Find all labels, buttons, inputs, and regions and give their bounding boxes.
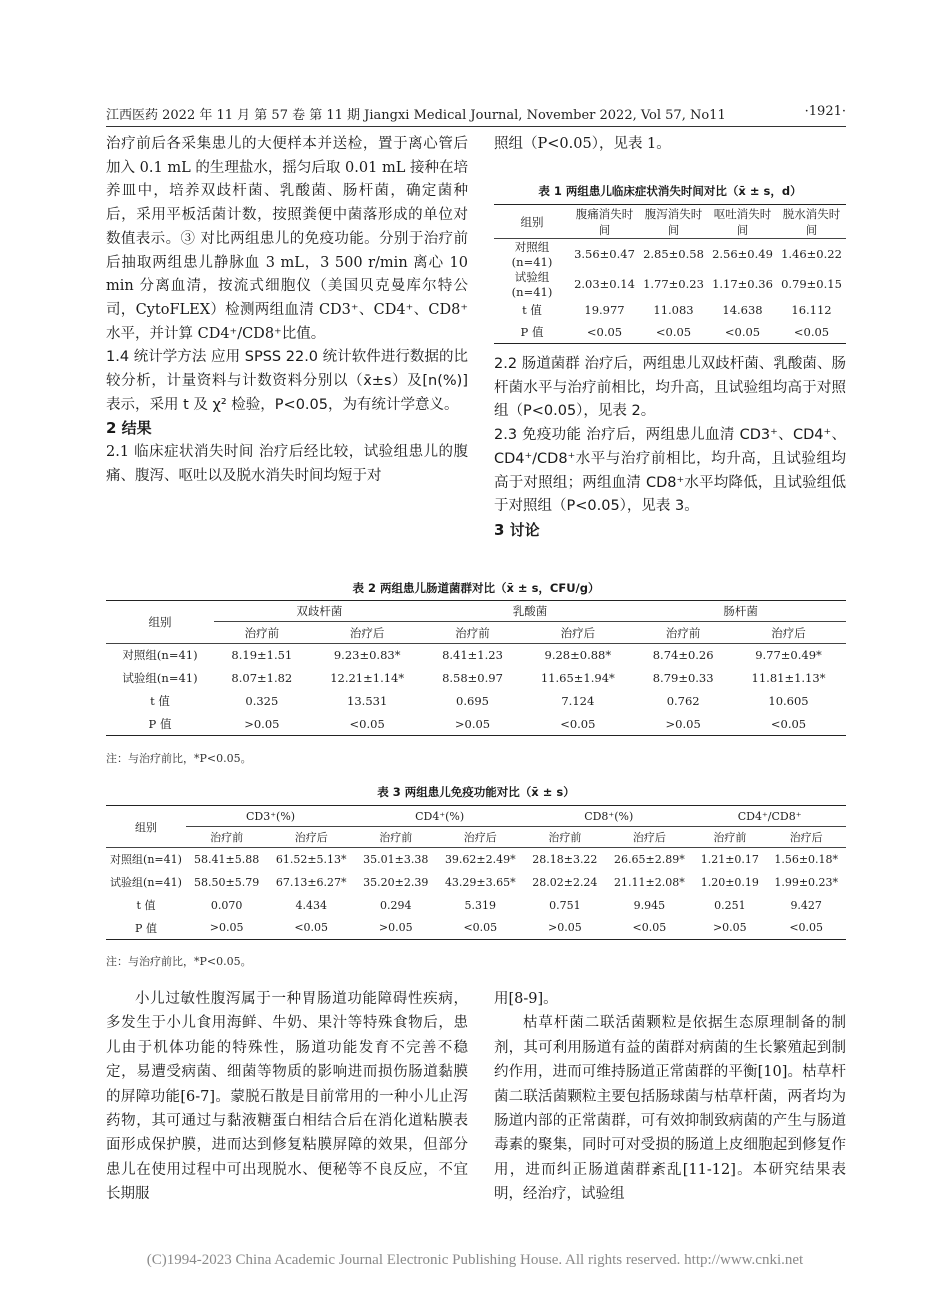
right-column-results: [494, 353, 846, 543]
table-cell: 0.762: [666, 694, 700, 708]
table1-header: 呕吐消失时间: [708, 205, 777, 239]
paragraph-continuation: 用[8-9]。: [494, 991, 558, 1007]
table-cell: 10.605: [768, 694, 809, 708]
table-cell: 19.977: [584, 303, 625, 317]
table3-header-group: 组别: [106, 806, 186, 848]
table-cell: >0.05: [355, 917, 436, 940]
table-cell: 9.945: [633, 898, 666, 912]
paragraph-continuation: 照组（P<0.05），见表 1。: [494, 136, 671, 152]
table1-caption: 表 1 两组患儿临床症状消失时间对比（x̄ ± s，d）: [538, 184, 802, 198]
table-row: [106, 667, 846, 690]
table-cell: 8.41±1.23: [442, 648, 503, 663]
table-cell: <0.05: [606, 917, 694, 940]
table-cell: 9.427: [790, 898, 822, 912]
table-cell: 7.124: [561, 694, 595, 708]
table-row: [106, 894, 846, 917]
table-cell: 2.03±0.14: [574, 277, 635, 291]
table-cell: 试验组(n=41): [511, 270, 553, 299]
table3: [106, 805, 846, 940]
table-cell: 3.56±0.47: [574, 247, 635, 261]
table-cell: <0.05: [639, 321, 708, 343]
table-cell: 8.79±0.33: [652, 671, 714, 685]
table1-header: 脱水消失时间: [777, 205, 846, 239]
table2-note: 注：与治疗前比，*P<0.05。: [106, 752, 252, 765]
table-cell: 8.58±0.97: [442, 671, 503, 685]
table-cell: 16.112: [791, 303, 832, 317]
table-cell: 11.65±1.94*: [540, 671, 615, 685]
table-row: [106, 848, 846, 871]
table-cell: 28.02±2.24: [532, 875, 598, 889]
table3-sub: 治疗前: [524, 827, 605, 848]
table-row: [106, 871, 846, 894]
table-cell: 61.52±5.13*: [275, 852, 347, 866]
right-column-top: [494, 133, 846, 157]
table-cell: t 值: [150, 694, 170, 708]
table1-header: 腹泻消失时间: [639, 205, 708, 239]
table-cell: 11.083: [653, 303, 694, 317]
left-column-top: [106, 133, 468, 489]
table-cell: >0.05: [214, 713, 310, 736]
table-cell: 14.638: [722, 303, 763, 317]
table3-sub: 治疗前: [186, 827, 267, 848]
table3-sub: 治疗后: [766, 827, 846, 848]
heading-discussion: 3 讨论: [494, 520, 540, 539]
table-cell: t 值: [522, 303, 542, 317]
table-cell: >0.05: [524, 917, 605, 940]
table2-group: 双歧杆菌: [214, 601, 425, 622]
paragraph-statistics: 1.4 统计学方法 应用 SPSS 22.0 统计软件进行数据的比较分析，计量资料与计数资料分别以（x̄±s）及[n(%)]表示，采用 t 及 χ² 检验，P<0.05，为有统计学意义。: [106, 349, 468, 413]
table-cell: 0.751: [549, 898, 581, 912]
table-row: [494, 321, 846, 343]
table-cell: 1.46±0.22: [781, 247, 842, 261]
page-number: ·1921·: [804, 104, 846, 119]
table2-sub: 治疗后: [310, 622, 425, 644]
table-cell: 9.77±0.49*: [755, 648, 822, 663]
table-cell: >0.05: [693, 917, 766, 940]
table-cell: 试验组(n=41): [110, 876, 182, 889]
paragraph-methods: 治疗前后各采集患儿的大便样本并送检，置于离心管后加入 0.1 mL 的生理盐水，摇匀后取 0.01 mL 接种在培养皿中，培养双歧杆菌、乳酸菌、肠杆菌，确定菌种后，采用平板活菌计数，按照粪便中菌落形成的单位对数值表示。③ 对比两组患儿的免疫功能。分别于治疗前后抽取两组患儿静脉血 3 mL，3 500 r/min 离心 10 min 分离血清，按流式细胞仪（美国贝克曼库尔特公司，CytoFLEX）检测两组血清 CD3⁺、CD4⁺、CD8⁺水平，并计算 CD4⁺/CD8⁺比值。: [106, 136, 468, 342]
table-cell: 67.13±6.27*: [275, 875, 347, 889]
table-cell: 1.17±0.36: [712, 277, 773, 291]
table-cell: <0.05: [708, 321, 777, 343]
table-cell: <0.05: [267, 917, 355, 940]
table-cell: <0.05: [310, 713, 425, 736]
table-cell: 2.85±0.58: [643, 247, 704, 261]
table-cell: 对照组(n=41): [122, 648, 198, 663]
table-cell: 58.41±5.88: [194, 852, 260, 866]
table-cell: 26.65±2.89*: [614, 852, 685, 866]
table-cell: P 值: [106, 917, 186, 940]
table-cell: P 值: [494, 321, 570, 343]
table2-sub: 治疗前: [635, 622, 731, 644]
heading-results: 2 结果: [106, 419, 152, 438]
table1: [494, 204, 846, 344]
table-cell: 1.77±0.23: [643, 277, 704, 291]
paragraph-discussion-1: 小儿过敏性腹泻属于一种胃肠道功能障碍性疾病，多发生于小儿食用海鲜、牛奶、果汁等特殊食物后，患儿由于机体功能的特殊性，肠道功能发育不完善不稳定，易遭受病菌、细菌等物质的影响进而损伤肠道黏膜的屏障功能[6-7]。蒙脱石散是目前常用的一种小儿止泻药物，其可通过与黏液糖蛋白相结合后在消化道粘膜表面形成保护膜，进而达到修复粘膜屏障的效果，但部分患儿在使用过程中可出现脱水、便秘等不良反应，不宜长期服: [106, 991, 468, 1203]
table-cell: 5.319: [464, 898, 497, 912]
table-cell: 0.325: [245, 694, 279, 708]
left-column-bottom: [106, 987, 468, 1207]
table-cell: 13.531: [347, 694, 388, 708]
table-cell: 9.28±0.88*: [544, 648, 612, 663]
table-cell: 对照组(n=41): [511, 240, 553, 269]
table-cell: 8.19±1.51: [231, 648, 293, 663]
table-cell: 1.99±0.23*: [774, 875, 839, 889]
table-cell: 2.56±0.49: [712, 247, 773, 261]
table-row: [106, 713, 846, 736]
table-cell: 21.11±2.08*: [614, 875, 685, 889]
table-cell: 对照组(n=41): [110, 853, 182, 867]
table-row: [106, 917, 846, 940]
table2: [106, 600, 846, 736]
table-cell: 35.20±2.39: [363, 875, 429, 889]
table1-header-group: 组别: [494, 205, 570, 239]
table3-sub: 治疗后: [436, 827, 524, 848]
table2-sub: 治疗后: [731, 622, 846, 644]
table-cell: 8.74±0.26: [652, 648, 714, 663]
table-cell: 11.81±1.13*: [751, 671, 826, 685]
table-cell: 0.695: [456, 694, 489, 708]
copyright-footer: (C)1994-2023 China Academic Journal Electronic Publishing House. All rights reserved. http://www.cnki.net: [146, 1252, 804, 1268]
table2-header-group: 组别: [106, 601, 214, 644]
table-cell: 试验组(n=41): [122, 671, 198, 685]
table-row: [494, 269, 846, 299]
table-cell: 1.21±0.17: [700, 852, 759, 866]
table-cell: 58.50±5.79: [194, 875, 260, 889]
table2-sub: 治疗前: [214, 622, 310, 644]
table3-group: CD4⁺(%): [355, 806, 524, 827]
table-cell: <0.05: [570, 321, 639, 343]
table-cell: 1.56±0.18*: [774, 852, 839, 866]
table3-sub: 治疗后: [606, 827, 694, 848]
right-column-bottom: [494, 987, 846, 1207]
table-cell: 0.251: [714, 898, 746, 912]
table2-sub: 治疗前: [425, 622, 521, 644]
paragraph-results-2-3: 2.3 免疫功能 治疗后，两组患儿血清 CD3⁺、CD4⁺、CD4⁺/CD8⁺水平与治疗前相比，均升高，且试验组均高于对照组；两组血清 CD8⁺水平均降低，且试验组低于对照组（P<0.05），见表 3。: [494, 427, 846, 515]
table-cell: 12.21±1.14*: [330, 671, 405, 685]
table1-header: 腹痛消失时间: [570, 205, 639, 239]
table3-group: CD8⁺(%): [524, 806, 693, 827]
table-cell: 28.18±3.22: [532, 852, 598, 866]
table-cell: t 值: [136, 899, 156, 912]
table3-sub: 治疗后: [267, 827, 355, 848]
table2-group: 乳酸菌: [425, 601, 636, 622]
table-cell: <0.05: [731, 713, 846, 736]
table-cell: 35.01±3.38: [363, 852, 429, 866]
paragraph-results-2-2: 2.2 肠道菌群 治疗后，两组患儿双歧杆菌、乳酸菌、肠杆菌水平与治疗前相比，均升高，且试验组均高于对照组（P<0.05），见表 2。: [494, 356, 846, 420]
table-row: [106, 690, 846, 713]
table3-sub: 治疗前: [355, 827, 436, 848]
paragraph-discussion-2: 枯草杆菌二联活菌颗粒是依据生态原理制备的制剂，其可利用肠道有益的菌群对病菌的生长繁殖起到制约作用，进而可维持肠道正常菌群的平衡[10]。枯草杆菌二联活菌颗粒主要包括肠球菌与枯草杆菌，两者均为肠道内部的正常菌群，可有效抑制致病菌的产生与肠道毒素的聚集，同时可对受损的肠道上皮细胞起到修复作用，进而纠正肠道菌群紊乱[11-12]。本研究结果表明，经治疗，试验组: [494, 1015, 846, 1203]
table3-group: CD4⁺/CD8⁺: [693, 806, 846, 827]
table-cell: 9.23±0.83*: [333, 648, 401, 663]
table-cell: 8.07±1.82: [231, 671, 293, 685]
table-cell: <0.05: [766, 917, 846, 940]
table-row: [106, 644, 846, 667]
table2-caption: 表 2 两组患儿肠道菌群对比（x̄ ± s，CFU/g）: [352, 581, 600, 595]
table-cell: >0.05: [186, 917, 267, 940]
table-row: [494, 239, 846, 270]
table3-group: CD3⁺(%): [186, 806, 355, 827]
table-cell: 0.79±0.15: [781, 277, 842, 291]
table-cell: >0.05: [425, 713, 521, 736]
header-rule: [106, 126, 846, 127]
table-cell: 43.29±3.65*: [444, 875, 516, 889]
table3-caption: 表 3 两组患儿免疫功能对比（x̄ ± s）: [377, 785, 575, 799]
paragraph-results-2-1: 2.1 临床症状消失时间 治疗后经比较，试验组患儿的腹痛、腹泻、呕吐以及脱水消失时间均短于对: [106, 444, 468, 484]
table-cell: <0.05: [520, 713, 635, 736]
table-row: [494, 299, 846, 321]
table-cell: <0.05: [436, 917, 524, 940]
table-cell: 39.62±2.49*: [444, 852, 516, 866]
table-cell: 1.20±0.19: [700, 875, 759, 889]
table-cell: 0.294: [380, 898, 412, 912]
table3-sub: 治疗前: [693, 827, 766, 848]
table-cell: P 值: [106, 713, 214, 736]
table2-sub: 治疗后: [520, 622, 635, 644]
table3-note: 注：与治疗前比，*P<0.05。: [106, 955, 252, 968]
running-header: [106, 104, 846, 124]
table-cell: 0.070: [210, 898, 243, 912]
journal-citation: 江西医药 2022 年 11 月 第 57 卷 第 11 期 Jiangxi Medical Journal, November 2022, Vol 57, No11: [106, 108, 726, 123]
table-cell: 4.434: [295, 898, 327, 912]
table-cell: >0.05: [635, 713, 731, 736]
table2-group: 肠杆菌: [635, 601, 846, 622]
table-cell: <0.05: [777, 321, 846, 343]
